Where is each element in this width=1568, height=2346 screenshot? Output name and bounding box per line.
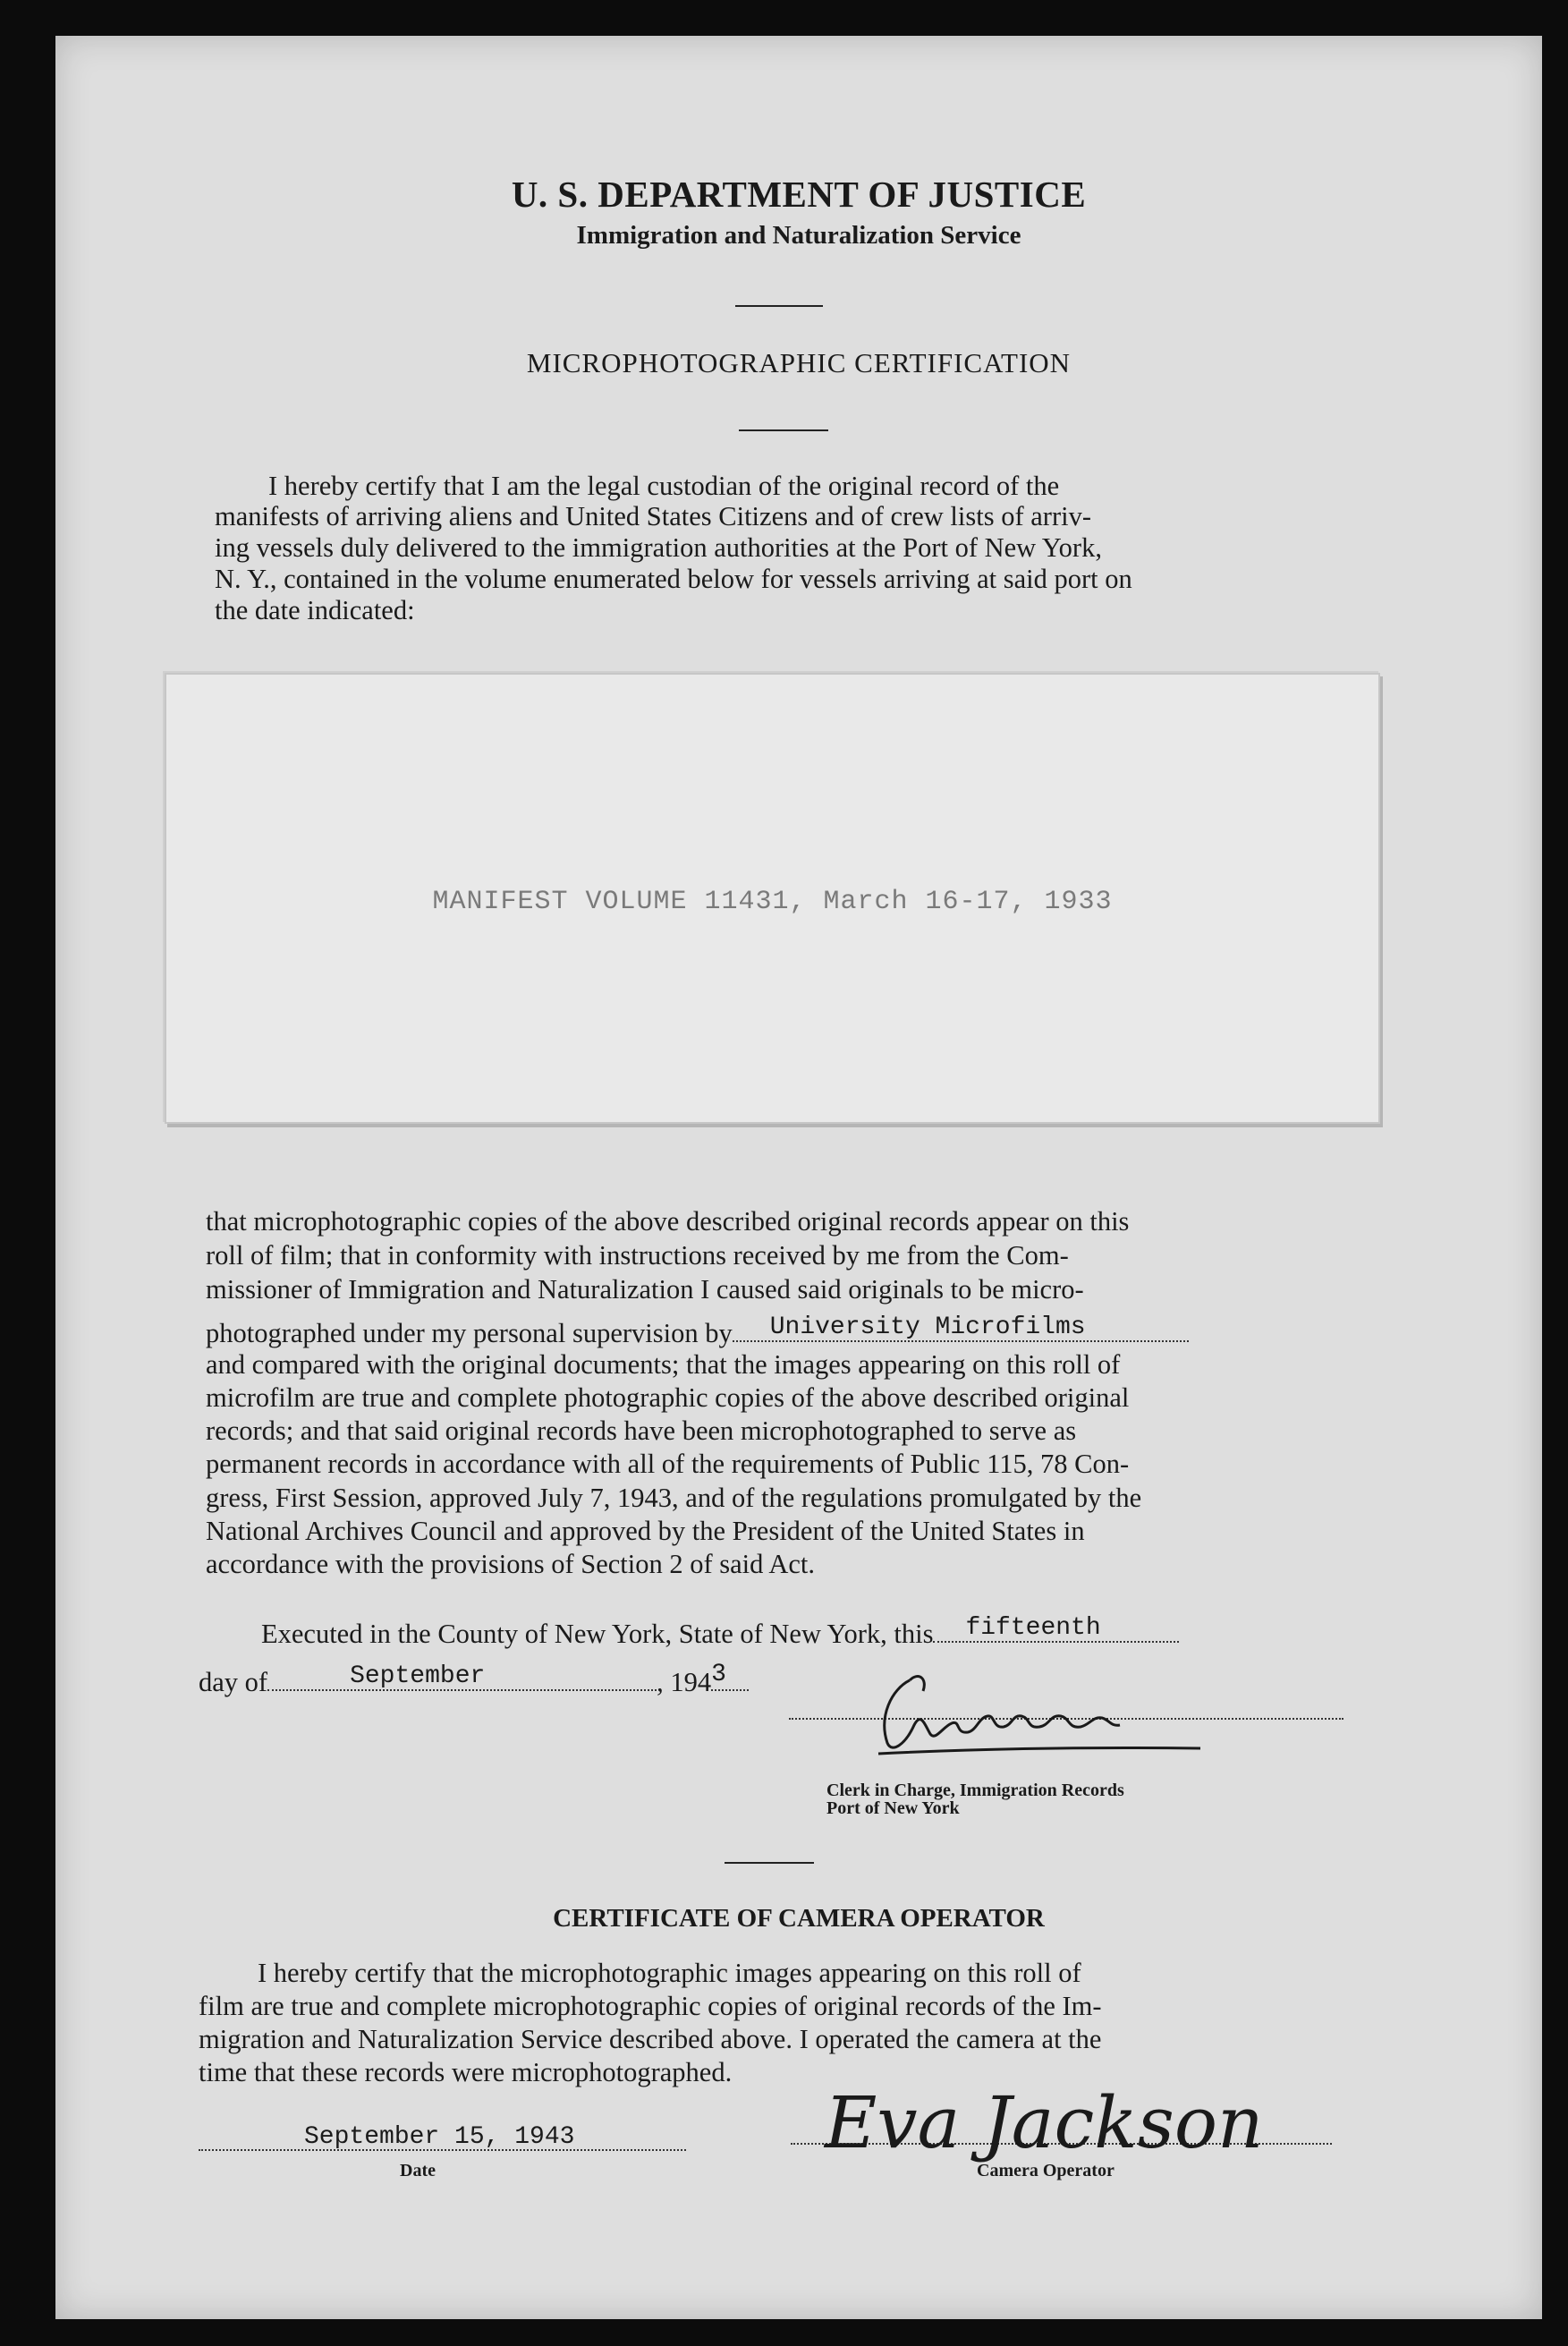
body-line-4-prefix: photographed under my personal supervision by [206,1318,733,1348]
photographer-value: University Microfilms [769,1313,1086,1342]
operator-signature-text: Eva Jackson [825,2081,1264,2164]
clerk-title: Clerk in Charge, Immigration Records [826,1781,1124,1800]
day-field [933,1614,1179,1643]
execution-line [261,1614,1179,1650]
body-line-7: records; and that said original records have been microphotographed to serve as [206,1415,1077,1446]
year-field [711,1661,749,1691]
service-heading: Immigration and Naturalization Service [576,221,1021,250]
certification-title: MICROPHOTOGRAPHIC CERTIFICATION [526,347,1072,378]
body-line-10: National Archives Council and approved by the President of the United States in [206,1516,1085,1546]
date-label: Date [400,2161,436,2180]
body-line-3: missioner of Immigration and Naturalization I caused said originals to be micro- [206,1274,1084,1305]
intro-line-1: I hereby certify that I am the legal custodian of the original record of the [268,471,1060,501]
body-line-4 [206,1313,1404,1349]
execution-prefix: Executed in the County of New York, State of New York, this [261,1619,934,1649]
volume-slip-text: MANIFEST VOLUME 11431, March 16-17, 1933 [432,887,1113,917]
body-line-8: permanent records in accordance with all of the requirements of Public 115, 78 Con- [206,1449,1130,1479]
year-prefix: , 194 [657,1667,712,1697]
body-line-11: accordance with the provisions of Section 2 of said Act. [206,1549,815,1579]
camera-line-3: migration and Naturalization Service described above. I operated the camera at the [199,2024,1102,2054]
month-value: September [350,1662,486,1691]
intro-line-4: N. Y., contained in the volume enumerated below for vessels arriving at said port on [215,564,1132,594]
body-line-5: and compared with the original documents; that the images appearing on this roll of [206,1349,1121,1380]
date-line [199,1661,749,1698]
day-of-label: day of [199,1667,268,1697]
intro-line-2: manifests of arriving aliens and United States Citizens and of crew lists of arriv- [215,501,1091,531]
volume-slip [165,673,1380,1124]
divider [735,305,823,307]
camera-line-4: time that these records were microphotographed. [199,2057,733,2087]
divider [739,429,828,431]
body-line-1: that microphotographic copies of the above described original records appear on this [206,1206,1130,1237]
clerk-signature [843,1671,1218,1761]
department-heading: U. S. DEPARTMENT OF JUSTICE [511,174,1087,215]
certificate-page [55,36,1542,2319]
operator-label: Camera Operator [977,2161,1115,2180]
body-line-9: gress, First Session, approved July 7, 1943, and of the regulations promulgated by the [206,1483,1142,1513]
date-field [199,2121,686,2151]
body-line-6: microfilm are true and complete photographic copies of the above described original [206,1382,1130,1413]
intro-line-3: ing vessels duly delivered to the immigration authorities at the Port of New York, [215,532,1102,563]
camera-line-2: film are true and complete microphotographic copies of original records of the Im- [199,1991,1102,2021]
clerk-port: Port of New York [826,1798,960,1818]
divider [725,1862,814,1864]
intro-line-5: the date indicated: [215,595,415,625]
day-value: fifteenth [965,1614,1101,1643]
camera-certificate-title: CERTIFICATE OF CAMERA OPERATOR [553,1904,1045,1933]
camera-line-1: I hereby certify that the microphotographic images appearing on this roll of [258,1958,1081,1988]
month-field [267,1662,657,1691]
operator-signature-image [807,2058,1290,2174]
date-value: September 15, 1943 [304,2123,575,2151]
photographer-field [733,1313,1189,1342]
body-line-2: roll of film; that in conformity with instructions received by me from the Com- [206,1240,1069,1271]
year-value: 3 [711,1661,726,1689]
